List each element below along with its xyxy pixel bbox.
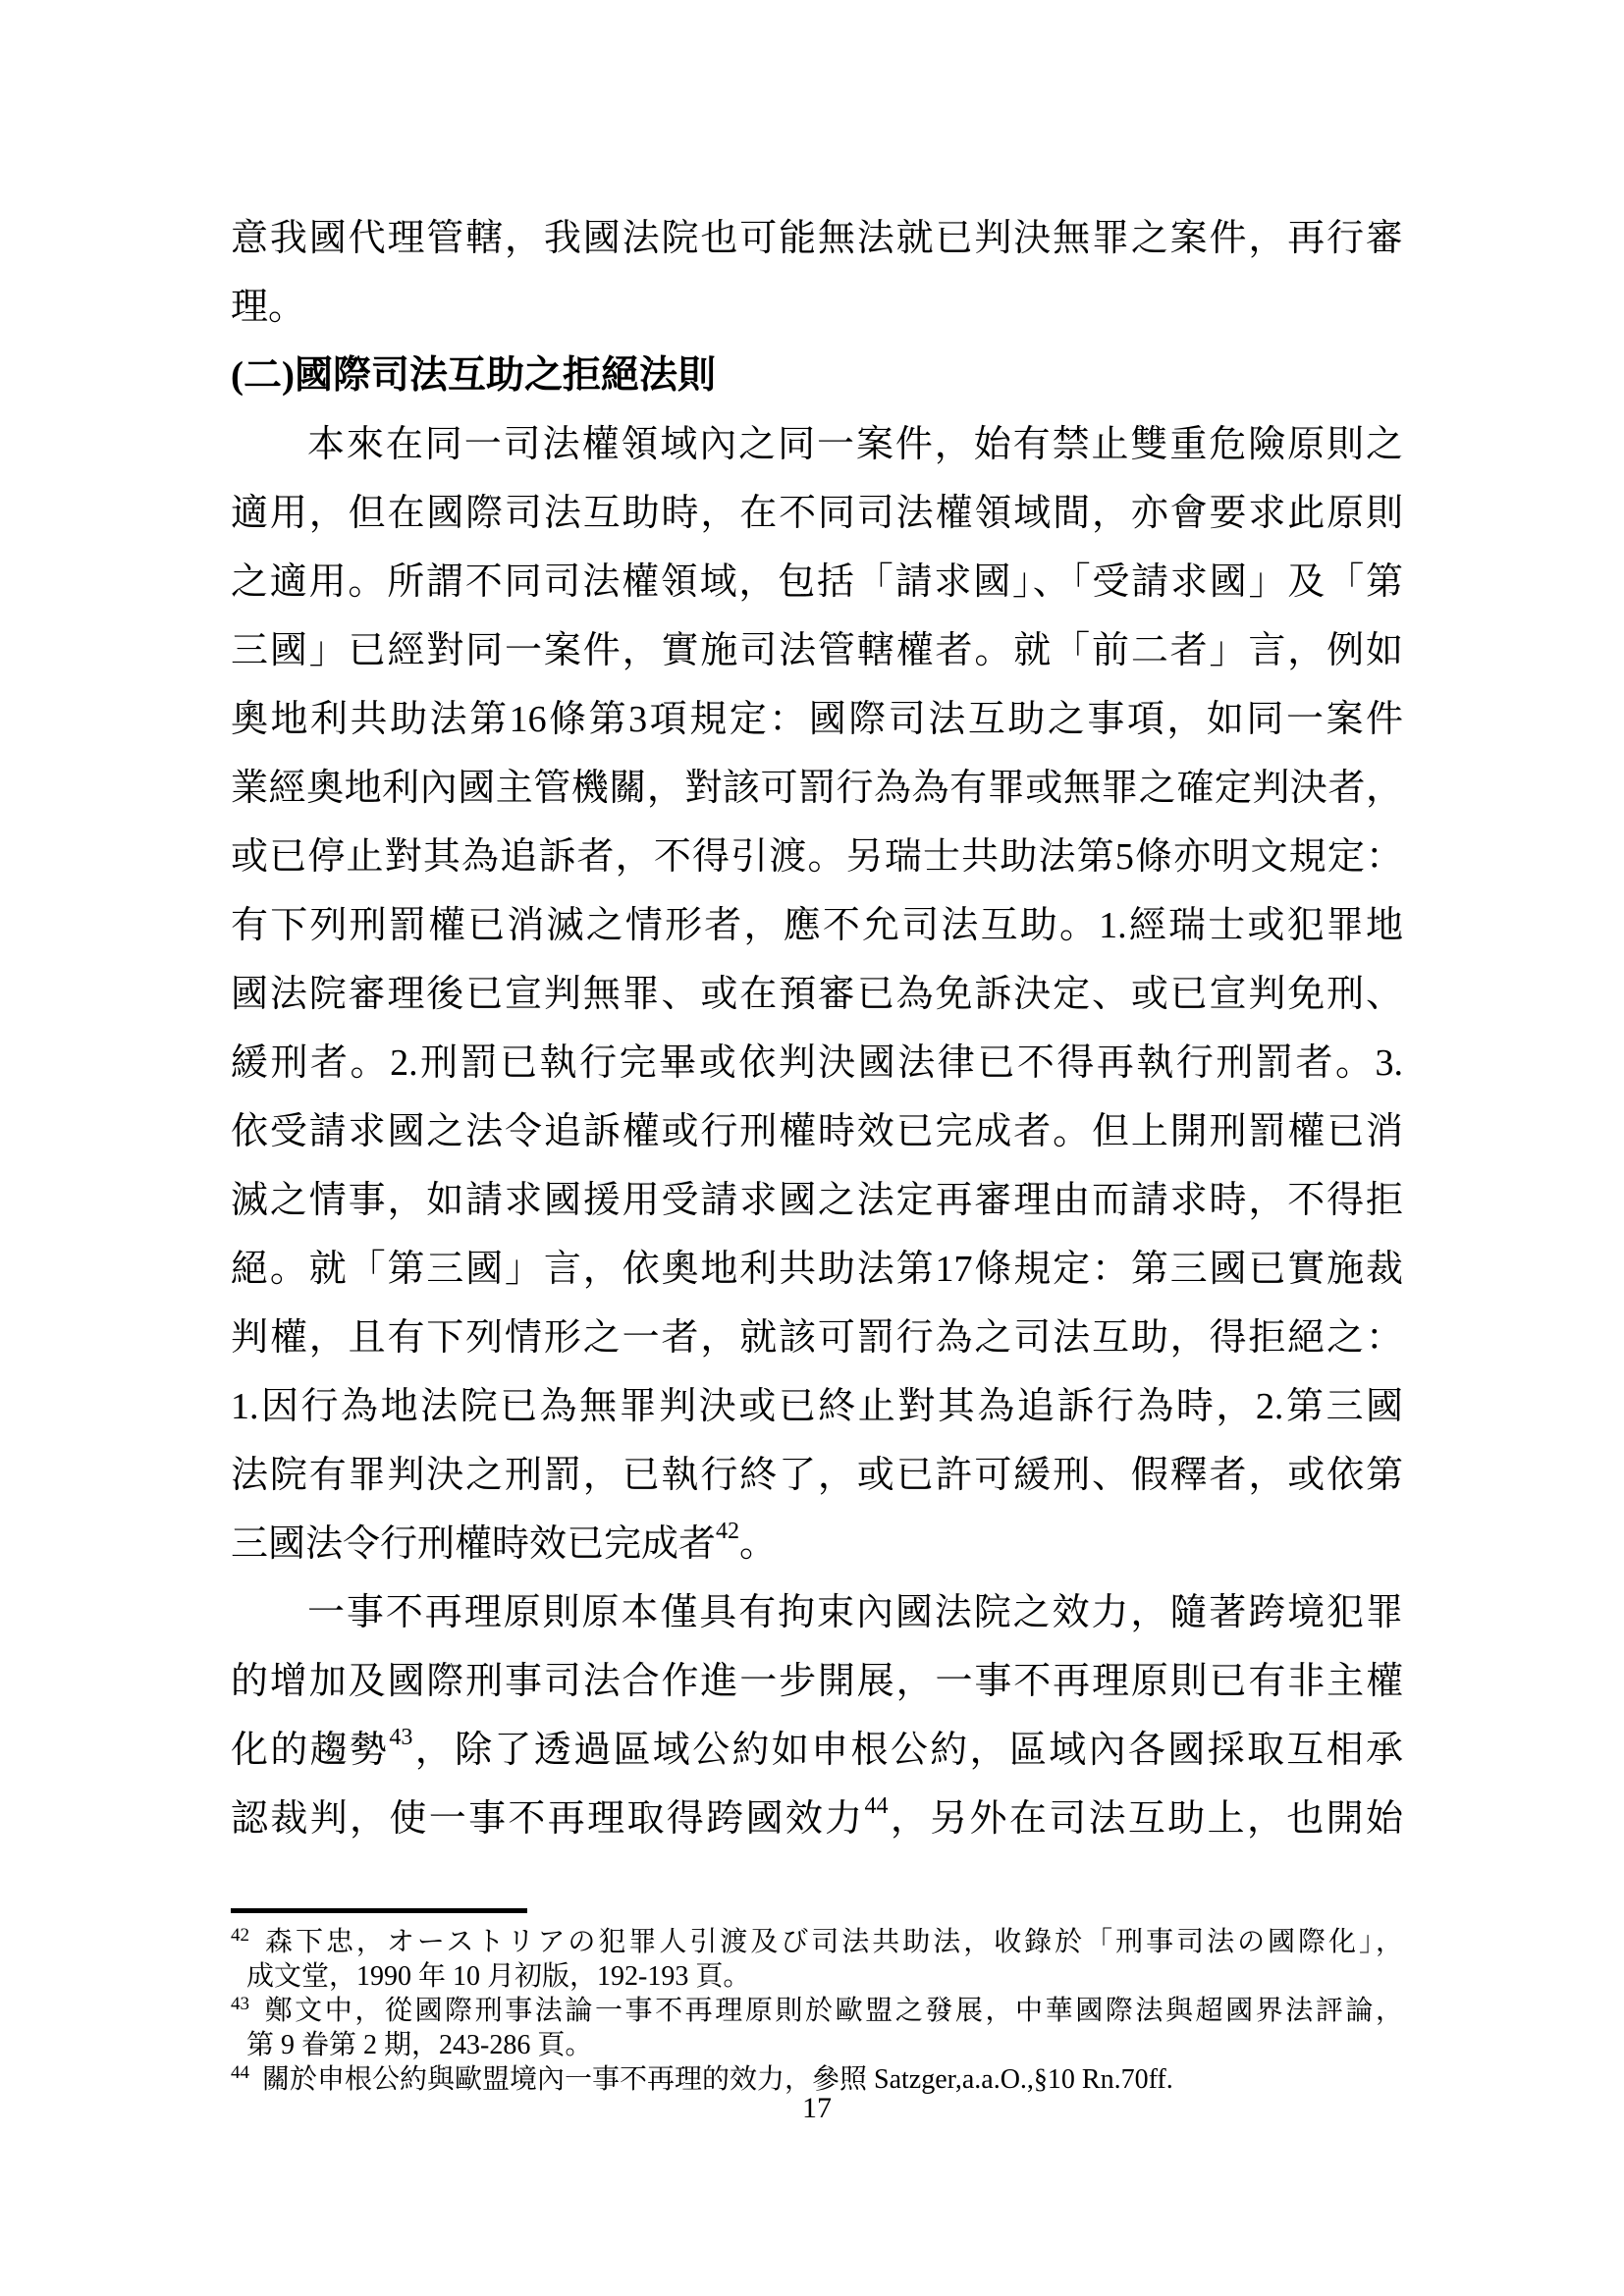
- body-text-block: [231, 204, 1403, 1853]
- footnote-block: [231, 1925, 1403, 2097]
- body-line-text: 化的趨勢: [231, 1730, 390, 1771]
- body-line: 業經奧地利內國主管機關，對該可罰行為為有罪或無罪之確定判決者，: [231, 768, 1403, 809]
- footnote-ref-42: 42: [716, 1519, 740, 1544]
- body-line: 有下列刑罰權已消滅之情形者，應不允司法互助。1.經瑞士或犯罪地: [231, 905, 1403, 946]
- footnote-number: 44: [231, 2062, 249, 2083]
- page-number: 17: [802, 2092, 832, 2124]
- body-line-text: ，除了透過區域公約如申根公約，區域內各國採取互相承: [412, 1730, 1403, 1771]
- footnote-43-line-2: 第 9 眷第 2 期，243-286 頁。: [246, 2030, 593, 2060]
- footnote-42-line-2: 成文堂，1990 年 10 月初版，192-193 頁。: [246, 1961, 751, 1992]
- body-line: 依受請求國之法令追訴權或行刑權時效已完成者。但上開刑罰權已消: [231, 1111, 1403, 1152]
- body-line-text: 認裁判，使一事不再理取得跨國效力: [231, 1798, 865, 1840]
- body-line: 法院有罪判決之刑罰，已執行終了，或已許可緩刑、假釋者，或依第: [231, 1455, 1403, 1496]
- footnote-42-line-1: [231, 1925, 1403, 1959]
- footnote-text: 鄭文中，從國際刑事法論一事不再理原則於歐盟之發展，中華國際法與超國界法評論，: [262, 1996, 1403, 2026]
- body-line-text: ，另外在司法互助上，也開始: [888, 1798, 1403, 1840]
- body-line: 國法院審理後已宣判無罪、或在預審已為免訴決定、或已宣判免刑、: [231, 974, 1403, 1015]
- body-line: 絕。就「第三國」言，依奧地利共助法第17條規定：第三國已實施裁: [231, 1249, 1403, 1290]
- body-line: 三國」已經對同一案件，實施司法管轄權者。就「前二者」言，例如: [231, 630, 1403, 671]
- body-line: [231, 1510, 1403, 1578]
- footnote-43-line-1: [231, 1994, 1403, 2028]
- body-line: 之適用。所謂不同司法權領域，包括「請求國」、「受請求國」及「第: [231, 561, 1403, 603]
- footnote-number: 43: [231, 1994, 249, 2014]
- body-line: 本來在同一司法權領域內之同一案件，始有禁止雙重危險原則之: [307, 424, 1403, 465]
- body-line: 理。: [231, 287, 306, 328]
- body-line: 一事不再理原則原本僅具有拘束內國法院之效力，隨著跨境犯罪: [307, 1592, 1403, 1633]
- body-line: 意我國代理管轄，我國法院也可能無法就已判決無罪之案件，再行審: [231, 218, 1403, 259]
- footnote-number: 42: [231, 1925, 249, 1946]
- body-line-text: 。: [739, 1523, 778, 1565]
- body-line: 適用，但在國際司法互助時，在不同司法權領域間，亦會要求此原則: [231, 493, 1403, 534]
- footnote-ref-44: 44: [864, 1793, 889, 1819]
- body-line: 緩刑者。2.刑罰已執行完畢或依判決國法律已不得再執行刑罰者。3.: [231, 1042, 1403, 1084]
- body-line: 1.因行為地法院已為無罪判決或已終止對其為追訴行為時，2.第三國: [231, 1386, 1403, 1427]
- footnote-separator: [231, 1908, 527, 1913]
- body-line: 奧地利共助法第16條第3項規定：國際司法互助之事項，如同一案件: [231, 699, 1403, 740]
- body-line: 或已停止對其為追訴者，不得引渡。另瑞士共助法第5條亦明文規定：: [231, 836, 1403, 878]
- footnote-ref-43: 43: [389, 1725, 413, 1750]
- footnote-text: 關於申根公約與歐盟境內一事不再理的效力，參照 Satzger,a.a.O.,§10 Rn.70ff.: [262, 2064, 1173, 2095]
- footnote-text: 森下忠，オーストリアの犯罪人引渡及び司法共助法，收錄於「刑事司法の國際化」，: [262, 1927, 1403, 1957]
- body-line: [231, 1785, 1403, 1853]
- body-line: 的增加及國際刑事司法合作進一步開展，一事不再理原則已有非主權: [231, 1661, 1403, 1702]
- body-line: 判權，且有下列情形之一者，就該可罰行為之司法互助，得拒絕之：: [231, 1317, 1403, 1359]
- body-line-text: 三國法令行刑權時效已完成者: [231, 1523, 717, 1565]
- section-heading: (二)國際司法互助之拒絕法則: [231, 354, 716, 397]
- body-line: 滅之情事，如請求國援用受請求國之法定再審理由而請求時，不得拒: [231, 1180, 1403, 1221]
- body-line: [231, 1716, 1403, 1785]
